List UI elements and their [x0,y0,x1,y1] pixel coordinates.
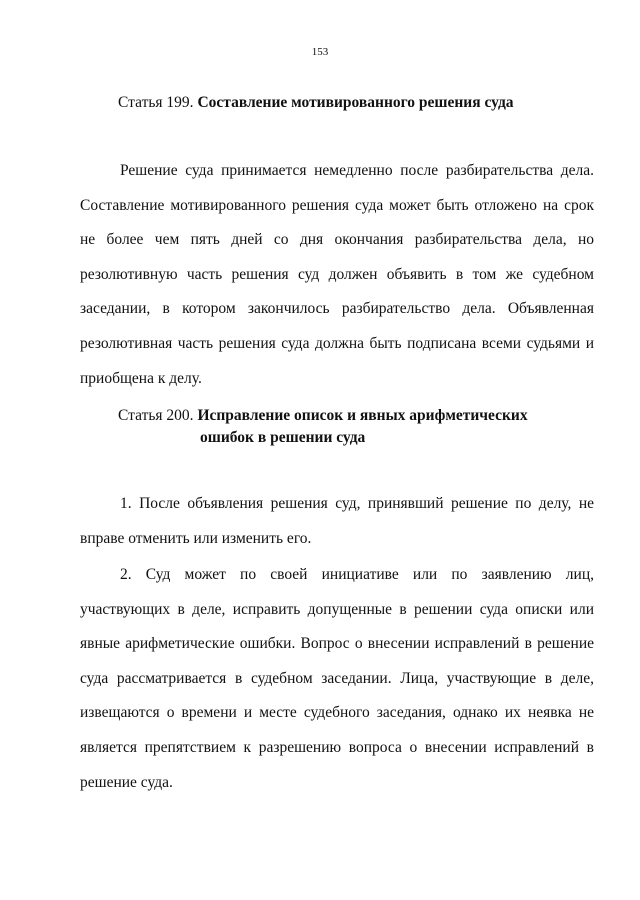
article-200-paragraph-1: 1. После объявления решения суд, принявший решение по делу, не вправе отменить или изменить его. [80,495,594,547]
page-number: 153 [311,46,329,58]
article-200-paragraph-2: 2. Суд может по своей инициативе или по заявлению лиц, участвующих в деле, исправить допущенные в решении суда описки или явные арифметические ошибки. Вопрос о внесении исправлений в решение суда рассматривается в судебном заседании. Лица, участвующие в деле, извещаются о времени и месте судебного заседания, однако их неявка не является препятствием к разрешению вопроса о внесении исправлений в решение суда. [80,566,594,791]
article-199-paragraph: Решение суда принимается немедленно после разбирательства дела. Составление мотивированного решения суда может быть отложено на срок не более чем пять дней со дня окончания разбирательства дела, но резолютивную часть решения суд должен объявить в том же судебном заседании, в котором закончилось разбирательство дела. Объявленная резолютивная часть решения суда должна быть подписана всеми судьями и приобщена к делу. [80,162,594,387]
article-200-title-line1: Исправление описок и явных арифметических [197,407,528,424]
article-200-prefix: Статья 200. [118,407,194,424]
article-199-heading [118,92,514,114]
article-200-heading [118,405,528,449]
article-199-prefix: Статья 199. [118,94,194,111]
article-199-title: Составление мотивированного решения суда [197,94,514,111]
article-200-title-line2: ошибок в решении суда [200,429,366,446]
